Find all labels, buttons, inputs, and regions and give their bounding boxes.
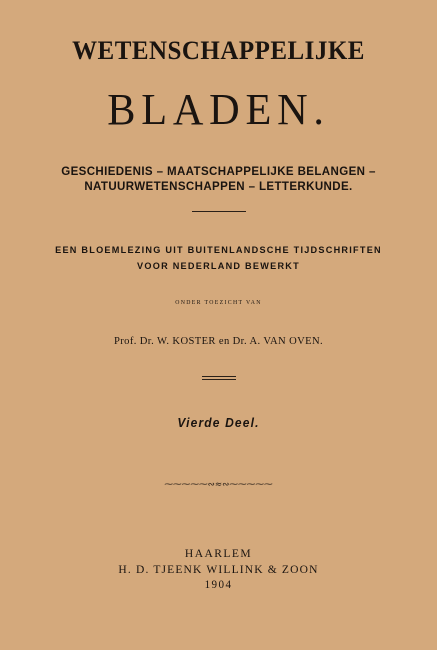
publisher-city: HAARLEM	[184, 546, 253, 560]
publisher-name: H. D. TJEENK WILLINK & ZOON	[118, 562, 319, 576]
supervision-label: ONDER TOEZICHT VAN	[175, 300, 262, 306]
description-block	[9, 243, 429, 275]
topics-line-1: GESCHIEDENIS – MAATSCHAPPELIJKE BELANGEN –	[61, 164, 376, 178]
divider-rule-1	[192, 211, 246, 212]
series-subtitle: BLADEN.	[107, 85, 330, 134]
double-rule-bottom	[202, 379, 236, 380]
series-title: WETENSCHAPPELIJKE	[72, 36, 365, 65]
topics-block	[9, 164, 429, 194]
topics-line-2: NATUURWETENSCHAPPEN – LETTERKUNDE.	[84, 179, 353, 193]
publication-year: 1904	[204, 579, 233, 591]
editors-line: Prof. Dr. W. KOSTER en Dr. A. VAN OVEN.	[113, 335, 324, 347]
volume-label: Vierde Deel.	[177, 416, 260, 430]
description-line-2: VOOR NEDERLAND BEWERKT	[137, 261, 300, 272]
ornament-divider: ⁓⁓⁓⁓⁓∾≈∾⁓⁓⁓⁓⁓	[164, 480, 273, 490]
description-line-1: EEN BLOEMLEZING UIT BUITENLANDSCHE TIJDSCHRIFTEN	[55, 245, 382, 256]
double-rule-top	[202, 376, 236, 377]
